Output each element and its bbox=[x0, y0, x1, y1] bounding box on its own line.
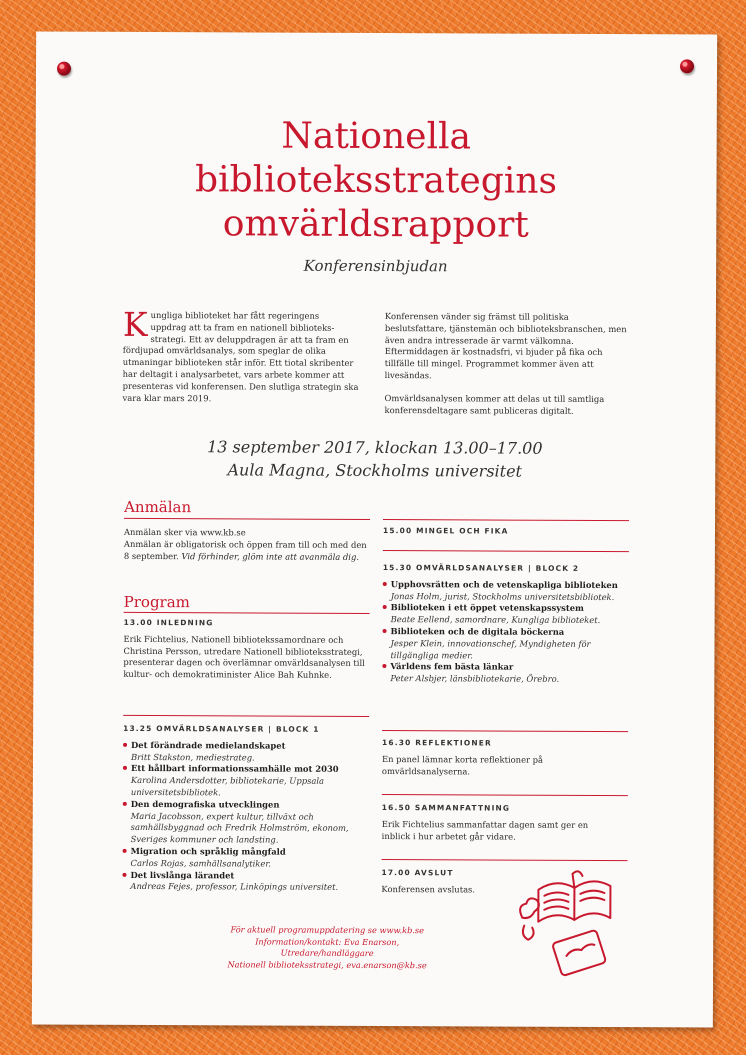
program-item bbox=[382, 626, 632, 662]
footer bbox=[212, 924, 442, 971]
session-heading: 13.00 INLEDNING bbox=[123, 617, 214, 628]
bullet bbox=[122, 872, 126, 876]
program-heading: Program bbox=[123, 592, 190, 612]
footer-line: Nationell biblioteksstrategi, eva.enarson@kb.se bbox=[227, 958, 427, 970]
item-title: Biblioteken i ett öppet vetenskapssystem bbox=[390, 602, 584, 614]
program-item bbox=[382, 661, 632, 686]
poster-title bbox=[35, 114, 717, 249]
intro-line: ungliga biblioteket har fått regeringens bbox=[150, 310, 320, 321]
session-text: En panel lämnar korta reflektioner på omvärldsanalyserna. bbox=[381, 753, 544, 777]
session-heading: 17.00 AVSLUT bbox=[381, 868, 454, 878]
bullet bbox=[382, 664, 386, 668]
session-heading: 16.50 SAMMANFATTNING bbox=[381, 803, 511, 813]
session-text: Erik Fichtelius, Nationell bibliotekssamordnare och Christina Persson, utredare Nationell biblioteksstrategi, presenterar dagen och överlämnar omvärldsanalysen till kultur- och demokratiminister Alice Bah Kuhnke. bbox=[123, 633, 365, 681]
section-divider bbox=[382, 730, 628, 732]
item-desc: Jesper Klein, innovationschef, Myndigheten för tillgängliga medier. bbox=[390, 637, 591, 661]
registration-line: Anmälan är obligatorisk och öppen fram till och med den 8 september. bbox=[123, 538, 367, 561]
books-illustration-icon bbox=[516, 860, 627, 980]
section-divider bbox=[382, 794, 628, 796]
subtitle: Konferensinbjudan bbox=[303, 256, 448, 276]
program-item bbox=[383, 602, 633, 627]
event-date: 13 september 2017, klockan 13.00–17.00 bbox=[207, 437, 543, 458]
item-desc: Maria Jacobsson, expert kultur, tillväxt och samhällsbyggnad och Fredrik Holmström, ekonom, Sveriges kommuner och landsting. bbox=[130, 810, 349, 845]
item-title: Upphovsrätten och de vetenskapliga biblioteken bbox=[390, 578, 618, 590]
drop-cap: K bbox=[122, 304, 148, 345]
intro-line: uppdrag att ta fram en nationell biblioteks- bbox=[150, 321, 335, 333]
session-1530 bbox=[382, 562, 633, 686]
section-divider bbox=[383, 550, 629, 552]
item-title: Migration och språklig mångfald bbox=[130, 845, 286, 857]
item-title: Biblioteken och de digitala böckerna bbox=[390, 626, 565, 637]
program-item bbox=[123, 763, 373, 799]
item-desc: Beate Eellend, samordnare, Kungliga biblioteket. bbox=[390, 614, 601, 626]
pin-icon bbox=[57, 62, 71, 76]
item-title: Världens fem bästa länkar bbox=[390, 661, 514, 672]
item-desc: Britt Stakston, mediestrateg. bbox=[130, 751, 255, 763]
bullet bbox=[383, 582, 387, 586]
session-1500 bbox=[383, 525, 629, 543]
session-1630 bbox=[382, 737, 612, 778]
item-title: Den demografiska utvecklingen bbox=[130, 798, 280, 810]
footer-line: För aktuell programuppdatering se www.kb.se bbox=[230, 924, 425, 936]
session-heading: 16.30 REFLEKTIONER bbox=[382, 738, 492, 748]
title-line: Nationella bbox=[281, 115, 472, 158]
session-text: Konferensen avslutas. bbox=[381, 883, 476, 895]
session-heading: 15.00 MINGEL OCH FIKA bbox=[382, 526, 509, 536]
session-1700 bbox=[381, 867, 521, 896]
bullet bbox=[383, 629, 387, 633]
item-title: Ett hållbart informationssamhälle mot 2030 bbox=[130, 763, 339, 775]
title-line: omvärldsrapport bbox=[222, 203, 529, 246]
registration-note: Vid förhinder, glöm inte att avanmäla dig. bbox=[181, 550, 360, 562]
pin-icon bbox=[680, 59, 694, 73]
session-1300 bbox=[123, 617, 369, 682]
item-title: Det förändrade medielandskapet bbox=[131, 739, 286, 751]
program-item bbox=[122, 869, 372, 894]
section-divider bbox=[124, 612, 370, 614]
item-desc: Karolina Andersdotter, bibliotekarie, Uppsala universitetsbibliotek. bbox=[130, 775, 325, 798]
session-1325 bbox=[122, 723, 373, 894]
intro-paragraph: Omvärldsanalysen kommer att delas ut till samtliga konferensdeltagare samt publiceras digitalt. bbox=[384, 392, 605, 416]
section-divider bbox=[123, 715, 369, 717]
bullet bbox=[123, 849, 127, 853]
session-1650 bbox=[382, 802, 612, 843]
footer-line: Information/kontakt: Eva Enarson, Utredare/handläggare bbox=[255, 935, 400, 958]
intro-left bbox=[122, 304, 363, 405]
intro-rest: en fördjupad omvärldsanalys, som speglar de olika utmaningar biblioteken står inför. Ett tiotal skribenter har deltagit i analysarbetet, vars arbete kommer att presenteras vid konferensen. Den slutliga strategin ska vara klar mars 2019. bbox=[122, 334, 359, 403]
intro-right bbox=[384, 311, 630, 428]
session-heading: 13.25 OMVÄRLDSANALYSER | BLOCK 1 bbox=[123, 723, 320, 734]
bullet bbox=[123, 802, 127, 806]
section-divider bbox=[124, 518, 370, 520]
intro-paragraph: Konferensen vänder sig främst till politiska beslutsfattare, tjänstemän och biblioteksbranschen, men även andra intresserade är varmt välkomna. Eftermiddagen är kostnadsfri, vi bjuder på fika och tillfälle till mingel. Programmet kommer även att livesändas. bbox=[384, 311, 627, 381]
poster-paper bbox=[32, 32, 717, 1028]
item-title: Det livslånga lärandet bbox=[130, 869, 235, 880]
program-item bbox=[123, 740, 373, 765]
registration-heading: Anmälan bbox=[124, 497, 192, 517]
bullet bbox=[123, 766, 127, 770]
session-heading: 15.30 OMVÄRLDSANALYSER | BLOCK 2 bbox=[382, 563, 580, 573]
program-item bbox=[123, 799, 373, 847]
item-desc: Carlos Rojas, samhällsanalytiker. bbox=[130, 857, 272, 869]
program-item bbox=[123, 846, 373, 871]
session-text: Erik Fichtelius sammanfattar dagen samt ger en inblick i hur arbetet går vidare. bbox=[381, 818, 589, 842]
bullet bbox=[123, 743, 127, 747]
registration-line: Anmälan sker via www.kb.se bbox=[123, 526, 246, 538]
program-item bbox=[383, 579, 633, 604]
bullet bbox=[383, 605, 387, 609]
item-desc: Peter Alsbjer, länsbibliotekarie, Örebro. bbox=[390, 673, 560, 684]
item-desc: Andreas Fejes, professor, Linköpings universitet. bbox=[130, 881, 339, 893]
event-place: Aula Magna, Stockholms universitet bbox=[227, 460, 523, 481]
registration-block bbox=[124, 527, 370, 563]
section-divider bbox=[383, 519, 629, 521]
title-line: biblioteksstrategins bbox=[194, 159, 558, 202]
intro-line: strategi. Ett av deluppdragen är att ta fram bbox=[150, 333, 336, 345]
item-desc: Jonas Holm, jurist, Stockholms universitetsbibliotek. bbox=[390, 590, 615, 602]
